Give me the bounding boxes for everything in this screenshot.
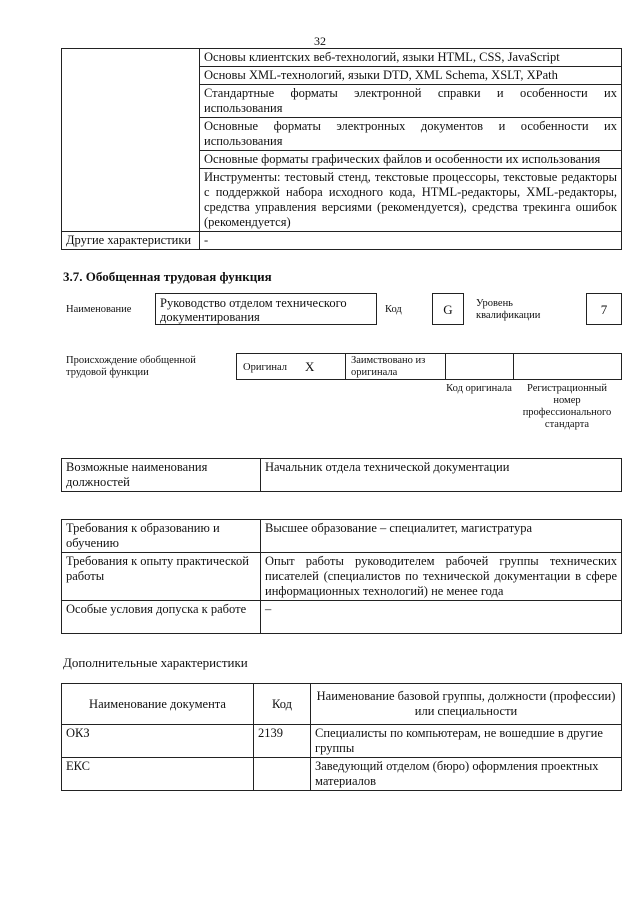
- table-header-row: [62, 684, 622, 725]
- skill-item: Основы XML-технологий, языки DTD, XML Schema, XSLT, XPath: [200, 67, 622, 85]
- requirement-value: Опыт работы руководителем рабочей группы технических писателей (специалистов по технической документации в сфере информационных технологий) не менее года: [261, 553, 622, 601]
- additional-title: Дополнительные характеристики: [63, 655, 248, 670]
- requirements-table: [61, 519, 622, 634]
- requirement-label: Особые условия допуска к работе: [62, 601, 261, 634]
- table-row: [62, 49, 622, 67]
- header-document: Наименование документа: [62, 684, 254, 725]
- header-code: Код: [254, 684, 311, 725]
- doc-name: ЕКС: [62, 758, 254, 791]
- qualification-level-box: [586, 293, 622, 325]
- requirement-label: Требования к образованию и обучению: [62, 520, 261, 553]
- name-label: Наименование: [66, 304, 132, 315]
- requirement-value: Высшее образование – специалитет, магистратура: [261, 520, 622, 553]
- code-label: Код: [385, 304, 402, 315]
- level-label: Уровень квалификации: [476, 298, 541, 321]
- table-row: [62, 459, 622, 492]
- doc-code: 2139: [254, 725, 311, 758]
- function-code-value: G: [443, 302, 453, 317]
- divider: [445, 354, 446, 379]
- positions-value: Начальник отдела технической документации: [261, 459, 622, 492]
- positions-table: [61, 458, 622, 492]
- table-row: [62, 232, 622, 250]
- table-row: [62, 758, 622, 791]
- skill-item: Инструменты: тестовый стенд, текстовые процессоры, текстовые редакторы с поддержкой набора исходного кода, HTML-редакторы, XML-редакторы, средства управления версиями (рекомендуется), средства трекинга ошибок (рекомендуется): [200, 169, 622, 232]
- doc-group: Специалисты по компьютерам, не вошедшие в другие группы: [311, 725, 622, 758]
- skill-item: Основы клиентских веб-технологий, языки HTML, CSS, JavaScript: [200, 49, 622, 67]
- origin-label: Происхождение обобщенной трудовой функции: [66, 355, 196, 378]
- skills-table: [61, 48, 622, 250]
- function-name-box: [155, 293, 377, 325]
- doc-name: ОКЗ: [62, 725, 254, 758]
- skill-item: Стандартные форматы электронной справки и особенности их использования: [200, 85, 622, 118]
- divider: [513, 354, 514, 379]
- code-original-caption: Код оригинала: [446, 383, 512, 394]
- requirement-label: Требования к опыту практической работы: [62, 553, 261, 601]
- requirement-value: –: [261, 601, 622, 634]
- doc-group: Заведующий отделом (бюро) оформления проектных материалов: [311, 758, 622, 791]
- doc-code: [254, 758, 311, 791]
- skills-label-cell: [62, 49, 200, 232]
- function-name-value: Руководство отделом технического документирования: [160, 296, 347, 324]
- header-group: Наименование базовой группы, должности (профессии) или специальности: [311, 684, 622, 725]
- function-code-box: [432, 293, 464, 325]
- other-characteristics-value: -: [200, 232, 622, 250]
- section-title: 3.7. Обобщенная трудовая функция: [63, 269, 272, 284]
- original-label: Оригинал: [243, 362, 287, 373]
- origin-row: [236, 353, 622, 380]
- qualification-level-value: 7: [600, 302, 608, 317]
- skill-item: Основные форматы графических файлов и особенности их использования: [200, 151, 622, 169]
- additional-table: [61, 683, 622, 791]
- original-mark: X: [305, 359, 315, 374]
- table-row: [62, 725, 622, 758]
- table-row: [62, 601, 622, 634]
- divider: [345, 354, 346, 379]
- table-row: [62, 553, 622, 601]
- table-row: [62, 520, 622, 553]
- positions-label: Возможные наименования должностей: [62, 459, 261, 492]
- borrowed-label: Заимствовано из оригинала: [351, 355, 426, 378]
- registration-number-caption: Регистрационный номер профессионального стандарта: [522, 383, 612, 430]
- other-characteristics-label: Другие характеристики: [62, 232, 200, 250]
- skill-item: Основные форматы электронных документов и особенности их использования: [200, 118, 622, 151]
- page-number: 32: [314, 34, 326, 48]
